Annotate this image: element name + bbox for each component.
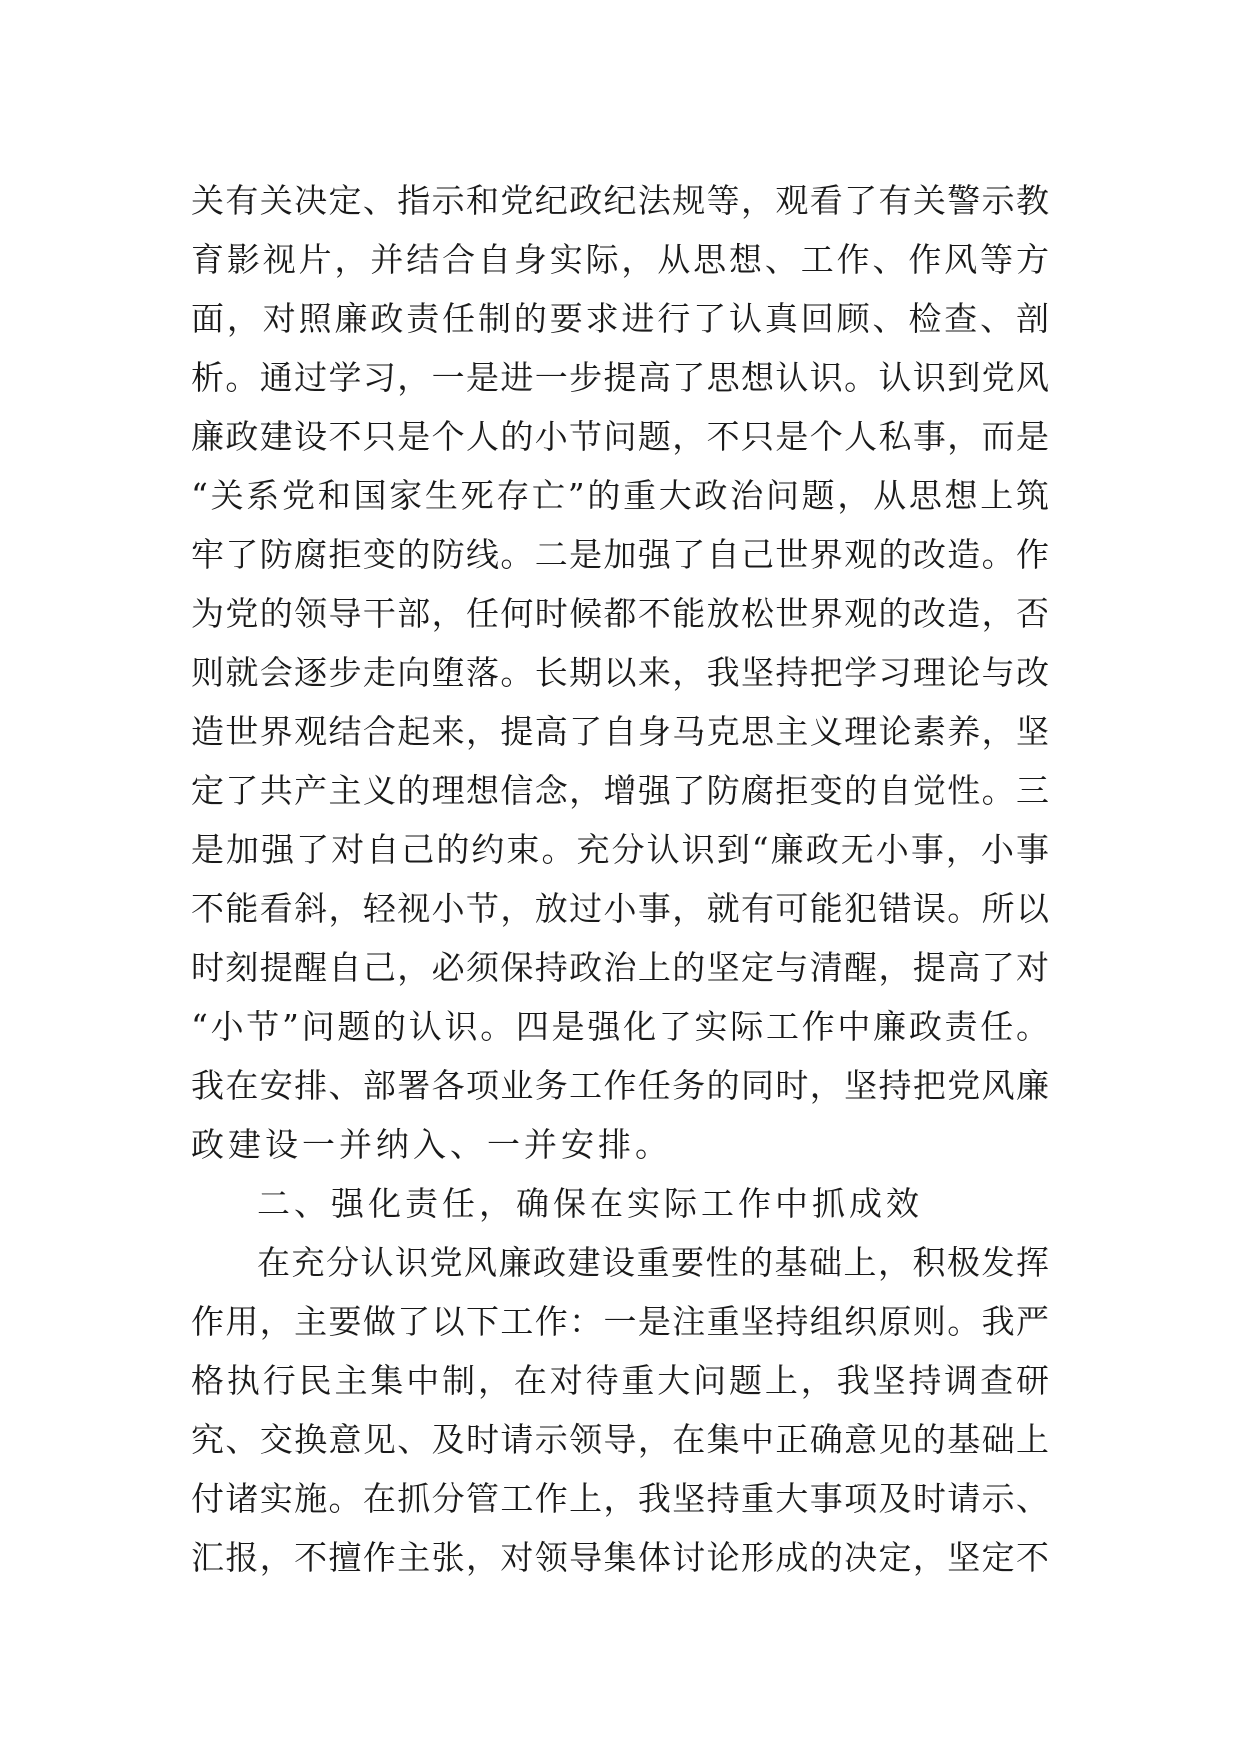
paragraph-line: “小节”问题的认识。四是强化了实际工作中廉政责任。 xyxy=(191,1007,1050,1046)
paragraph-line: 造世界观结合起来，提高了自身马克思主义理论素养，坚 xyxy=(191,712,1050,751)
paragraph-line: 是加强了对自己的约束。充分认识到“廉政无小事，小事 xyxy=(191,830,1050,869)
paragraph-line: “关系党和国家生死存亡”的重大政治问题，从思想上筑 xyxy=(191,476,1050,515)
paragraph-line: 关有关决定、指示和党纪政纪法规等，观看了有关警示教 xyxy=(191,181,1050,220)
paragraph-line: 面，对照廉政责任制的要求进行了认真回顾、检查、剖 xyxy=(191,299,1050,338)
document-body xyxy=(191,171,1050,1587)
paragraph-line: 为党的领导干部，任何时候都不能放松世界观的改造，否 xyxy=(191,594,1050,633)
paragraph-line: 究、交换意见、及时请示领导，在集中正确意见的基础上 xyxy=(191,1420,1050,1459)
paragraph-line: 作用，主要做了以下工作：一是注重坚持组织原则。我严 xyxy=(191,1302,1050,1341)
paragraph-line: 牢了防腐拒变的防线。二是加强了自己世界观的改造。作 xyxy=(191,535,1050,574)
paragraph-line: 育影视片，并结合自身实际，从思想、工作、作风等方 xyxy=(191,240,1050,279)
paragraph-line: 汇报，不擅作主张，对领导集体讨论形成的决定，坚定不 xyxy=(191,1538,1050,1577)
paragraph-line: 时刻提醒自己，必须保持政治上的坚定与清醒，提高了对 xyxy=(191,948,1050,987)
paragraph-line: 在充分认识党风廉政建设重要性的基础上，积极发挥 xyxy=(257,1243,1050,1282)
paragraph-line: 不能看斜，轻视小节，放过小事，就有可能犯错误。所以 xyxy=(191,889,1050,928)
paragraph-line: 政建设一并纳入、一并安排。 xyxy=(191,1125,672,1164)
paragraph-line: 付诸实施。在抓分管工作上，我坚持重大事项及时请示、 xyxy=(191,1479,1050,1518)
paragraph-line: 则就会逐步走向堕落。长期以来，我坚持把学习理论与改 xyxy=(191,653,1050,692)
paragraph-line: 格执行民主集中制，在对待重大问题上，我坚持调查研 xyxy=(191,1361,1050,1400)
paragraph-line: 廉政建设不只是个人的小节问题，不只是个人私事，而是 xyxy=(191,417,1050,456)
section-heading: 二、强化责任，确保在实际工作中抓成效 xyxy=(257,1184,923,1223)
paragraph-line: 析。通过学习，一是进一步提高了思想认识。认识到党风 xyxy=(191,358,1050,397)
paragraph-line: 定了共产主义的理想信念，增强了防腐拒变的自觉性。三 xyxy=(191,771,1050,810)
paragraph-line: 我在安排、部署各项业务工作任务的同时，坚持把党风廉 xyxy=(191,1066,1050,1105)
